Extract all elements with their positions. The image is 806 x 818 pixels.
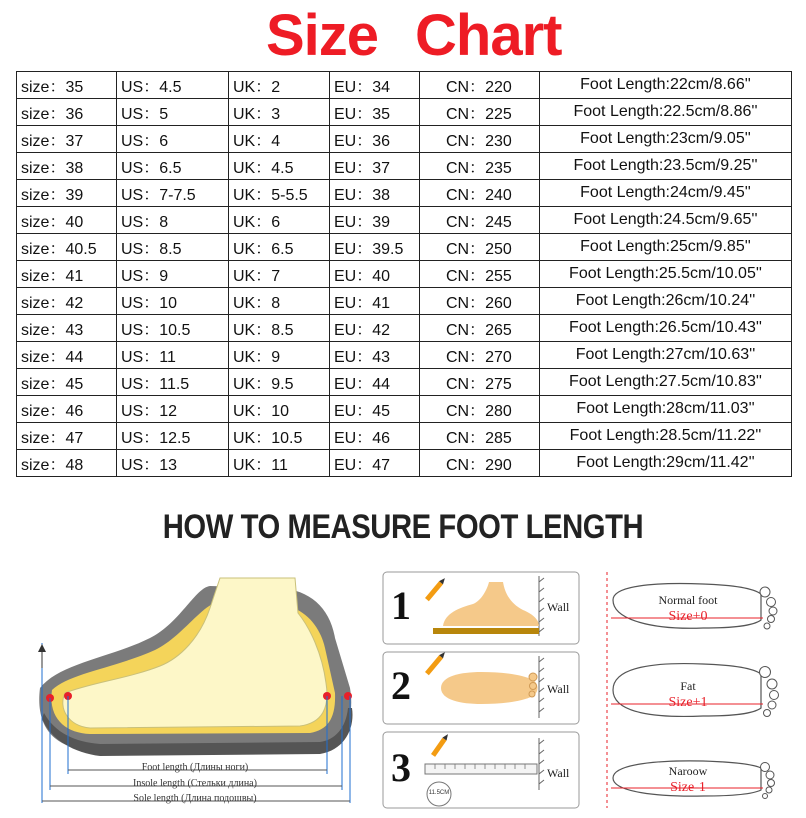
step-number-3: 3 [391,745,411,790]
us-cell: US：4.5 [117,72,229,99]
cn-cell: CN：250 [420,234,540,261]
size-cell: size：43 [17,315,117,342]
table-row [17,207,792,234]
eu-cell: EU：37 [330,153,420,180]
foot-length-cell: Foot Length:27.5cm/10.83'' [540,369,792,396]
size-cell: size：46 [17,396,117,423]
foot-length-cell: Foot Length:25.5cm/10.05'' [540,261,792,288]
foot-type-narrow: Naroow [668,764,708,778]
table-row [17,72,792,99]
us-cell: US：11 [117,342,229,369]
eu-cell: EU：42 [330,315,420,342]
step-number-2: 2 [391,663,411,708]
size-cell: size：36 [17,99,117,126]
uk-cell: UK：8 [229,288,330,315]
wall-label-2: Wall [547,682,570,696]
uk-cell: UK：9 [229,342,330,369]
cn-cell: CN：265 [420,315,540,342]
eu-cell: EU：35 [330,99,420,126]
cn-cell: CN：255 [420,261,540,288]
cn-cell: CN：290 [420,450,540,477]
eu-cell: EU：41 [330,288,420,315]
size-cell: size：42 [17,288,117,315]
table-row [17,369,792,396]
foot-length-label: Foot length (Длины ноги) [141,762,249,773]
size-cell: size：48 [17,450,117,477]
foot-type-normal: Normal foot [658,593,718,607]
size-cell: size：44 [17,342,117,369]
size-table-body [17,72,792,477]
foot-length-cell: Foot Length:23cm/9.05'' [540,126,792,153]
how-to-heading: HOW TO MEASURE FOOT LENGTH [162,508,644,546]
foot-length-cell: Foot Length:29cm/11.42'' [540,450,792,477]
us-cell: US：10.5 [117,315,229,342]
uk-cell: UK：4 [229,126,330,153]
eu-cell: EU：38 [330,180,420,207]
foot-length-cell: Foot Length:28cm/11.03'' [540,396,792,423]
foot-length-cell: Foot Length:25cm/9.85'' [540,234,792,261]
shoe-illustration [30,568,360,813]
table-row [17,126,792,153]
eu-cell: EU：39 [330,207,420,234]
us-cell: US：12.5 [117,423,229,450]
us-cell: US：12 [117,396,229,423]
us-cell: US：8 [117,207,229,234]
uk-cell: UK：8.5 [229,315,330,342]
foot-size-narrow: Size-1 [670,780,706,795]
table-row [17,342,792,369]
uk-cell: UK：6.5 [229,234,330,261]
uk-cell: UK：10.5 [229,423,330,450]
uk-cell: UK：2 [229,72,330,99]
sole-length-label: Sole length (Длина подошвы) [133,793,257,804]
us-cell: US：10 [117,288,229,315]
foot-length-cell: Foot Length:22.5cm/8.86'' [540,99,792,126]
cn-cell: CN：245 [420,207,540,234]
eu-cell: EU：45 [330,396,420,423]
eu-cell: EU：39.5 [330,234,420,261]
wall-label-3: Wall [547,766,570,780]
uk-cell: UK：7 [229,261,330,288]
foot-length-cell: Foot Length:22cm/8.66'' [540,72,792,99]
table-row [17,423,792,450]
us-cell: US：5 [117,99,229,126]
foot-length-cell: Foot Length:26.5cm/10.43'' [540,315,792,342]
eu-cell: EU：46 [330,423,420,450]
us-cell: US：13 [117,450,229,477]
ruler-badge: 11.5CM [428,790,450,796]
foot-size-normal: Size+0 [668,609,708,624]
foot-types-panel [603,568,803,813]
table-row [17,261,792,288]
eu-cell: EU：43 [330,342,420,369]
size-cell: size：40 [17,207,117,234]
table-row [17,99,792,126]
table-row [17,450,792,477]
uk-cell: UK：9.5 [229,369,330,396]
size-cell: size：41 [17,261,117,288]
uk-cell: UK：6 [229,207,330,234]
cn-cell: CN：260 [420,288,540,315]
size-cell: size：45 [17,369,117,396]
table-row [17,315,792,342]
uk-cell: UK：4.5 [229,153,330,180]
foot-length-cell: Foot Length:27cm/10.63'' [540,342,792,369]
foot-size-fat: Size+1 [668,695,708,710]
us-cell: US：7-7.5 [117,180,229,207]
table-row [17,288,792,315]
size-cell: size：37 [17,126,117,153]
table-row [17,180,792,207]
foot-length-cell: Foot Length:23.5cm/9.25'' [540,153,792,180]
size-chart-title [0,0,806,68]
us-cell: US：6 [117,126,229,153]
cn-cell: CN：285 [420,423,540,450]
table-row [17,396,792,423]
us-cell: US：6.5 [117,153,229,180]
foot-length-cell: Foot Length:26cm/10.24'' [540,288,792,315]
title-word-chart: Chart [415,3,562,68]
title-word-size: Size [266,3,379,68]
size-cell: size：39 [17,180,117,207]
insole-length-label: Insole length (Стельки длина) [133,778,257,789]
cn-cell: CN：220 [420,72,540,99]
cn-cell: CN：275 [420,369,540,396]
table-row [17,153,792,180]
foot-length-cell: Foot Length:24.5cm/9.65'' [540,207,792,234]
us-cell: US：9 [117,261,229,288]
cn-cell: CN：235 [420,153,540,180]
cn-cell: CN：240 [420,180,540,207]
step-number-1: 1 [391,583,411,628]
cn-cell: CN：225 [420,99,540,126]
shoe-measurement-diagram [30,568,360,813]
eu-cell: EU：47 [330,450,420,477]
cn-cell: CN：280 [420,396,540,423]
foot-length-cell: Foot Length:28.5cm/11.22'' [540,423,792,450]
uk-cell: UK：3 [229,99,330,126]
uk-cell: UK：5-5.5 [229,180,330,207]
cn-cell: CN：270 [420,342,540,369]
size-cell: size：47 [17,423,117,450]
eu-cell: EU：40 [330,261,420,288]
uk-cell: UK：10 [229,396,330,423]
eu-cell: EU：34 [330,72,420,99]
us-cell: US：11.5 [117,369,229,396]
foot-type-fat: Fat [680,679,696,693]
table-row [17,234,792,261]
cn-cell: CN：230 [420,126,540,153]
wall-label-1: Wall [547,600,570,614]
eu-cell: EU：36 [330,126,420,153]
measure-steps-panel [381,568,581,813]
size-cell: size：40.5 [17,234,117,261]
size-cell: size：38 [17,153,117,180]
uk-cell: UK：11 [229,450,330,477]
foot-length-cell: Foot Length:24cm/9.45'' [540,180,792,207]
eu-cell: EU：44 [330,369,420,396]
size-table [16,71,792,477]
us-cell: US：8.5 [117,234,229,261]
size-cell: size：35 [17,72,117,99]
